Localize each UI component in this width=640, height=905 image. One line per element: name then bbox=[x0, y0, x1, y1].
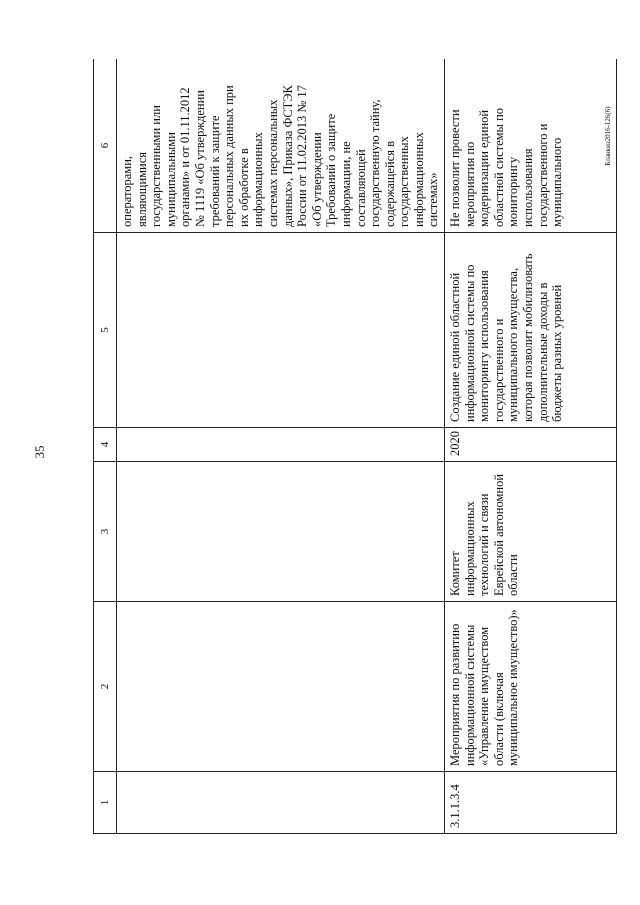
rotated-table-frame bbox=[93, 59, 617, 834]
cell-measure bbox=[117, 602, 445, 772]
cell-number: 3.1.1.3.4 bbox=[445, 772, 617, 834]
cell-executor bbox=[117, 462, 445, 602]
measures-table bbox=[93, 59, 617, 834]
cell-consequences: операторами, являющимися государственными или муниципальными органами» и от 01.11.2012 № 1119 «Об утверждении требований к защите персональных данных при их обработке в информационных системах персональных данных», Приказа ФСТЭК России от 11.02.2013 № 17 «Об утверждении Требований о защите информации, не составляющей государственную тайну, содержащейся в государственных информационных системах» bbox=[117, 59, 445, 233]
cell-executor: Комитет информационных технологий и связи Еврейской автономной области bbox=[445, 462, 617, 602]
cell-number bbox=[117, 772, 445, 834]
column-header-consequences: 6 bbox=[94, 59, 117, 233]
table-row bbox=[445, 59, 617, 834]
cell-result bbox=[117, 233, 445, 428]
column-header-number: 1 bbox=[94, 772, 117, 834]
cell-consequences: Не позволит провести мероприятия по модернизации единой областной системы по мониторингу использования государственного и муниципального bbox=[445, 59, 617, 233]
cell-result: Создание единой областной информационной системы по мониторингу использования государственного и муниципального имущества, которая позволит мобилизовать дополнительные доходы в бюджеты разных уровней bbox=[445, 233, 617, 428]
table-row bbox=[117, 59, 445, 834]
document-footer-code: Бланкиз2016-126(6) bbox=[604, 106, 612, 166]
column-header-result: 5 bbox=[94, 233, 117, 428]
cell-year: 2020 bbox=[445, 428, 617, 462]
cell-year bbox=[117, 428, 445, 462]
column-header-measure: 2 bbox=[94, 602, 117, 772]
column-header-year: 4 bbox=[94, 428, 117, 462]
column-header-executor: 3 bbox=[94, 462, 117, 602]
table-container bbox=[93, 59, 617, 834]
cell-measure: Мероприятия по развитию информационной системы «Управление имуществом области (включая муниципальное имущество)» bbox=[445, 602, 617, 772]
page-number: 35 bbox=[32, 445, 47, 459]
table-header-row bbox=[94, 59, 117, 834]
